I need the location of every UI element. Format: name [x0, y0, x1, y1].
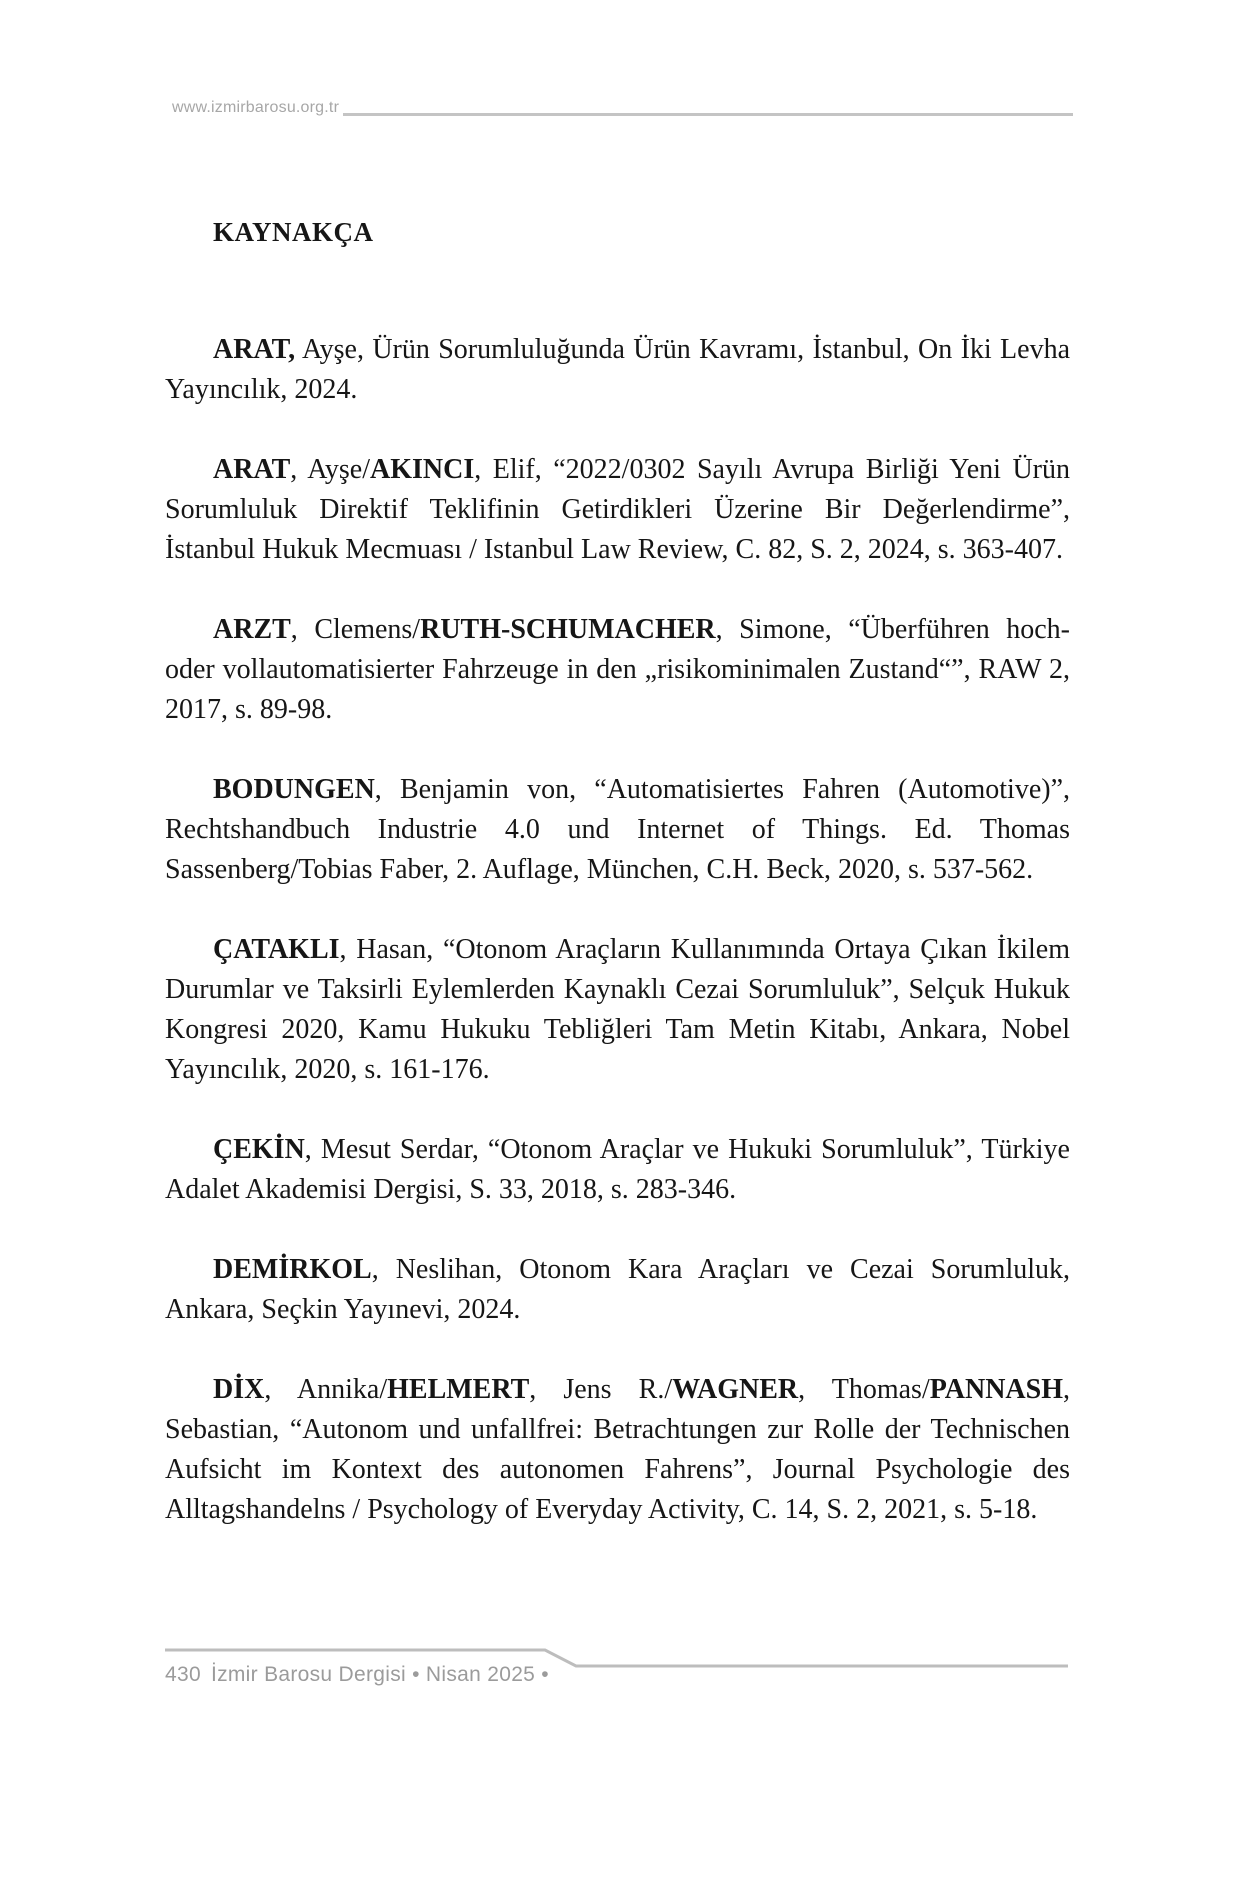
page-title: KAYNAKÇA [213, 217, 374, 247]
entry-text: , Thomas/ [798, 1374, 930, 1405]
bibliography-entry [165, 450, 1070, 570]
entry-author-name: PANNASH [929, 1374, 1063, 1405]
bibliography-entry [165, 1250, 1070, 1330]
entry-author-name: HELMERT [387, 1374, 530, 1405]
footer-page-number: 430 [165, 1663, 201, 1686]
entry-author-name: ARAT [213, 454, 291, 485]
footer-journal-info: İzmir Barosu Dergisi • Nisan 2025 • [210, 1663, 549, 1686]
entry-author-name: RUTH-SCHUMACHER [420, 614, 716, 645]
bibliography-entry [165, 610, 1070, 730]
bibliography-entry [165, 930, 1070, 1090]
entry-text: , Clemens/ [290, 614, 421, 645]
entry-author-name: DEMİRKOL [213, 1254, 372, 1285]
bibliography-entry [165, 1370, 1070, 1530]
bibliography-entry [165, 330, 1070, 410]
entry-text: , Neslihan, Otonom Kara Araçları ve Cezai Sorumluluk, Ankara, Seçkin Yayınevi, 2024. [165, 1254, 1070, 1325]
entry-author-name: AKINCI [370, 454, 475, 485]
entry-author-name: ÇEKİN [213, 1134, 305, 1165]
entry-text: , Mesut Serdar, “Otonom Araçlar ve Hukuki Sorumluluk”, Türkiye Adalet Akademisi Dergisi, S. 33, 2018, s. 283-346. [165, 1134, 1070, 1205]
entry-author-name: WAGNER [672, 1374, 799, 1405]
entry-text: , Elif, “2022/0302 Sayılı Avrupa Birliği Yeni Ürün Sorumluluk Direktif Teklifinin Getirdikleri Üzerine Bir Değerlendirme”, İstanbul Hukuk Mecmuası / Istanbul Law Review, C. 82, S. 2, 2024, s. 363-407. [165, 454, 1070, 565]
bibliography-entry [165, 1130, 1070, 1210]
entry-text: Ayşe, Ürün Sorumluluğunda Ürün Kavramı, İstanbul, On İki Levha Yayıncılık, 2024. [165, 334, 1070, 405]
page-header [172, 100, 1073, 117]
bibliography-section [165, 212, 1070, 1570]
entry-text: , Simone, “Überführen hoch- oder vollautomatisierter Fahrzeuge in den „risikominimalen Zustand“”, RAW 2, 2017, s. 89-98. [165, 614, 1071, 725]
bibliography-list [165, 330, 1070, 1530]
header-website-url: www.izmirbarosu.org.tr [172, 99, 340, 116]
entry-author-name: ÇATAKLI [213, 934, 340, 965]
entry-author-name: DİX [213, 1374, 265, 1405]
entry-text: , Annika/ [264, 1374, 388, 1405]
page-footer [165, 1663, 549, 1687]
entry-text: , Sebastian, “Autonom und unfallfrei: Betrachtungen zur Rolle der Technischen Aufsicht im Kontext des autonomen Fahrens”, Journal Psychologie des Alltagshandelns / Psychology of Everyday Activity, C. 14, S. 2, 2021, s. 5-18. [165, 1374, 1070, 1525]
entry-text: , Ayşe/ [290, 454, 370, 485]
entry-author-name: BODUNGEN [213, 774, 375, 805]
bibliography-entry [165, 770, 1070, 890]
header-divider-line [343, 113, 1073, 116]
entry-text: , Jens R./ [529, 1374, 673, 1405]
entry-author-name: ARZT [213, 614, 291, 645]
entry-text: , Benjamin von, “Automatisiertes Fahren (Automotive)”, Rechtshandbuch Industrie 4.0 und Internet of Things. Ed. Thomas Sassenberg/Tobias Faber, 2. Auflage, München, C.H. Beck, 2020, s. 537-562. [165, 774, 1070, 885]
entry-author-name: ARAT, [213, 334, 296, 365]
entry-text: , Hasan, “Otonom Araçların Kullanımında Ortaya Çıkan İkilem Durumlar ve Taksirli Eylemlerden Kaynaklı Cezai Sorumluluk”, Selçuk Hukuk Kongresi 2020, Kamu Hukuku Tebliğleri Tam Metin Kitabı, Ankara, Nobel Yayıncılık, 2020, s. 161-176. [165, 934, 1070, 1085]
